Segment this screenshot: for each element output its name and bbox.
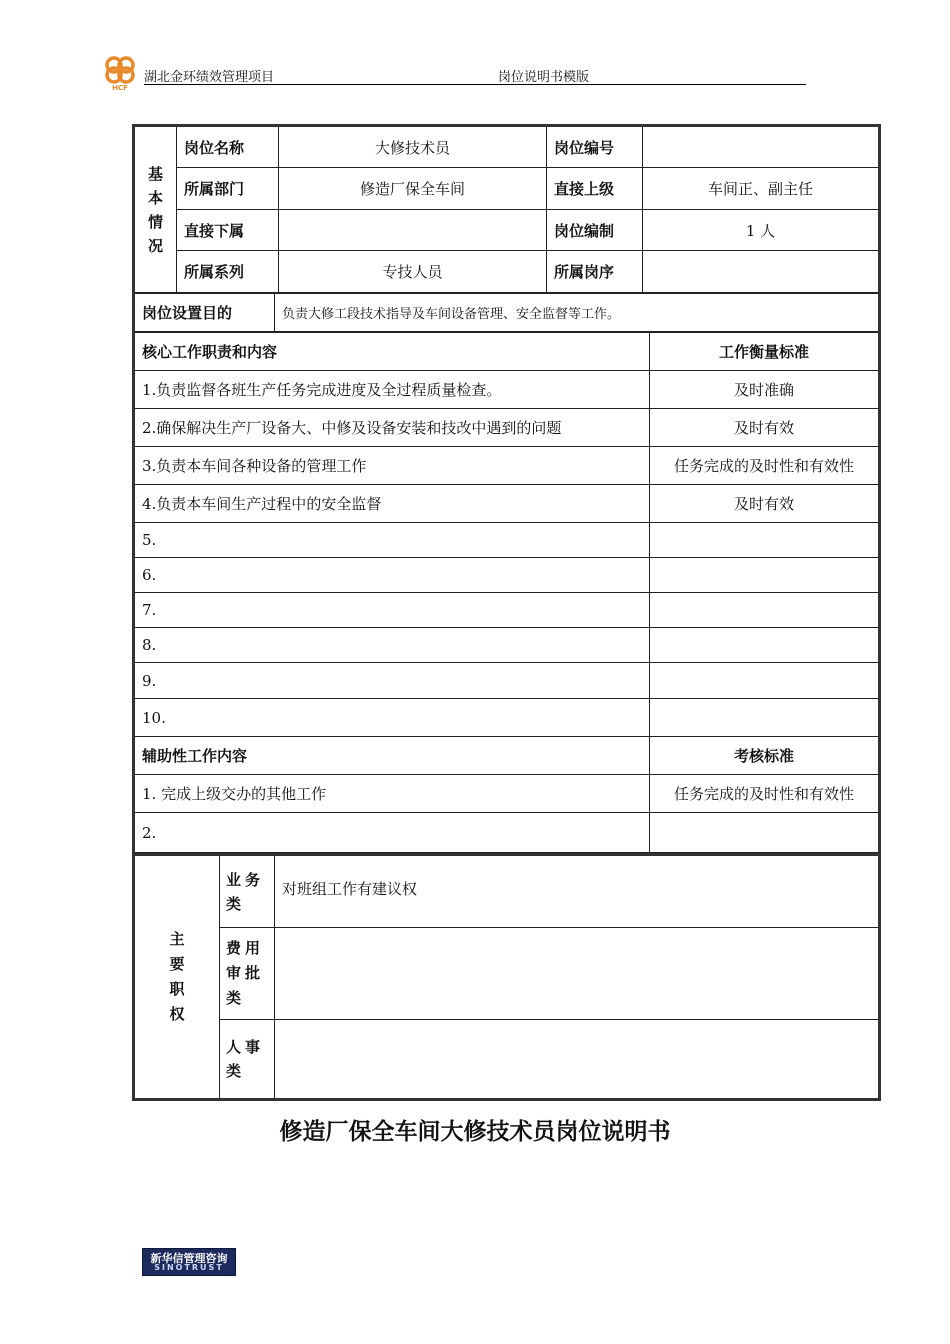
series-label: 所属系列	[177, 251, 279, 293]
job-description-form	[132, 124, 881, 1101]
aux-duty-standard: 任务完成的及时性和有效性	[650, 775, 880, 813]
table-row	[134, 371, 880, 409]
table-row	[134, 775, 880, 813]
basic-info-table	[132, 124, 881, 293]
authority-text	[275, 928, 880, 1020]
authority-type: 人事类	[220, 1020, 275, 1100]
duty-standard: 任务完成的及时性和有效性	[650, 447, 880, 485]
purpose-label: 岗位设置目的	[134, 294, 275, 332]
position-name-value: 大修技术员	[279, 126, 547, 168]
document-type: 岗位说明书模版	[498, 70, 590, 85]
aux-duty-text: 1. 完成上级交办的其他工作	[134, 775, 650, 813]
aux-standard-header: 考核标准	[650, 737, 880, 775]
duty-text: 10.	[134, 699, 650, 737]
department-value: 修造厂保全车间	[279, 168, 547, 210]
authority-text	[275, 1020, 880, 1100]
duty-standard	[650, 558, 880, 593]
duty-standard	[650, 628, 880, 663]
duty-text: 1.负责监督各班生产任务完成进度及全过程质量检查。	[134, 371, 650, 409]
subordinate-label: 直接下属	[177, 210, 279, 251]
table-row	[134, 409, 880, 447]
duty-text: 7.	[134, 593, 650, 628]
header-rule	[144, 84, 806, 85]
duty-text: 8.	[134, 628, 650, 663]
footer-brand-en: SINOTRUST	[154, 1263, 224, 1272]
duty-text: 5.	[134, 523, 650, 558]
company-name: 湖北金环绩效管理项目	[144, 70, 275, 85]
duty-standard	[650, 663, 880, 699]
duty-standard	[650, 593, 880, 628]
table-row	[134, 699, 880, 737]
duty-standard: 及时有效	[650, 485, 880, 523]
series-value: 专技人员	[279, 251, 547, 293]
duties-table	[132, 332, 881, 853]
sequence-label: 所属岗序	[547, 251, 643, 293]
duty-text: 9.	[134, 663, 650, 699]
authority-type: 业务类	[220, 855, 275, 928]
duty-standard: 及时有效	[650, 409, 880, 447]
duty-standard	[650, 523, 880, 558]
table-row	[134, 813, 880, 853]
document-title: 修造厂保全车间大修技术员岗位说明书	[279, 1119, 671, 1145]
position-code-value	[643, 126, 880, 168]
table-row	[134, 485, 880, 523]
aux-duty-standard	[650, 813, 880, 853]
duty-text: 4.负责本车间生产过程中的安全监督	[134, 485, 650, 523]
duty-standard: 及时准确	[650, 371, 880, 409]
authority-type: 费用审批类	[220, 928, 275, 1020]
table-row	[134, 628, 880, 663]
position-name-label: 岗位名称	[177, 126, 279, 168]
footer-brand-cn: 新华信管理咨询	[150, 1252, 228, 1265]
table-row	[134, 523, 880, 558]
table-row	[134, 663, 880, 699]
sequence-value	[643, 251, 880, 293]
page-header	[100, 52, 810, 92]
svg-text:HCF: HCF	[112, 84, 128, 92]
hcf-logo-icon	[100, 52, 140, 92]
aux-duties-header: 辅助性工作内容	[134, 737, 650, 775]
duty-standard	[650, 699, 880, 737]
headcount-label: 岗位编制	[547, 210, 643, 251]
table-row	[134, 558, 880, 593]
sinotrust-logo	[142, 1248, 236, 1276]
duty-text: 2.确保解决生产厂设备大、中修及设备安装和技改中遇到的问题	[134, 409, 650, 447]
authority-text: 对班组工作有建议权	[275, 855, 880, 928]
duty-text: 6.	[134, 558, 650, 593]
duty-text: 3.负责本车间各种设备的管理工作	[134, 447, 650, 485]
table-row	[134, 593, 880, 628]
subordinate-value	[279, 210, 547, 251]
basic-section-label: 基本情况	[134, 126, 177, 293]
aux-duty-text: 2.	[134, 813, 650, 853]
purpose-table	[132, 293, 881, 332]
headcount-value: 1 人	[643, 210, 880, 251]
department-label: 所属部门	[177, 168, 279, 210]
authority-section-label: 主要职权	[134, 855, 220, 1100]
authority-table	[132, 853, 881, 1101]
supervisor-label: 直接上级	[547, 168, 643, 210]
purpose-text: 负责大修工段技术指导及车间设备管理、安全监督等工作。	[275, 294, 880, 332]
position-code-label: 岗位编号	[547, 126, 643, 168]
core-duties-header: 核心工作职责和内容	[134, 333, 650, 371]
supervisor-value: 车间正、副主任	[643, 168, 880, 210]
table-row	[134, 447, 880, 485]
core-standard-header: 工作衡量标准	[650, 333, 880, 371]
